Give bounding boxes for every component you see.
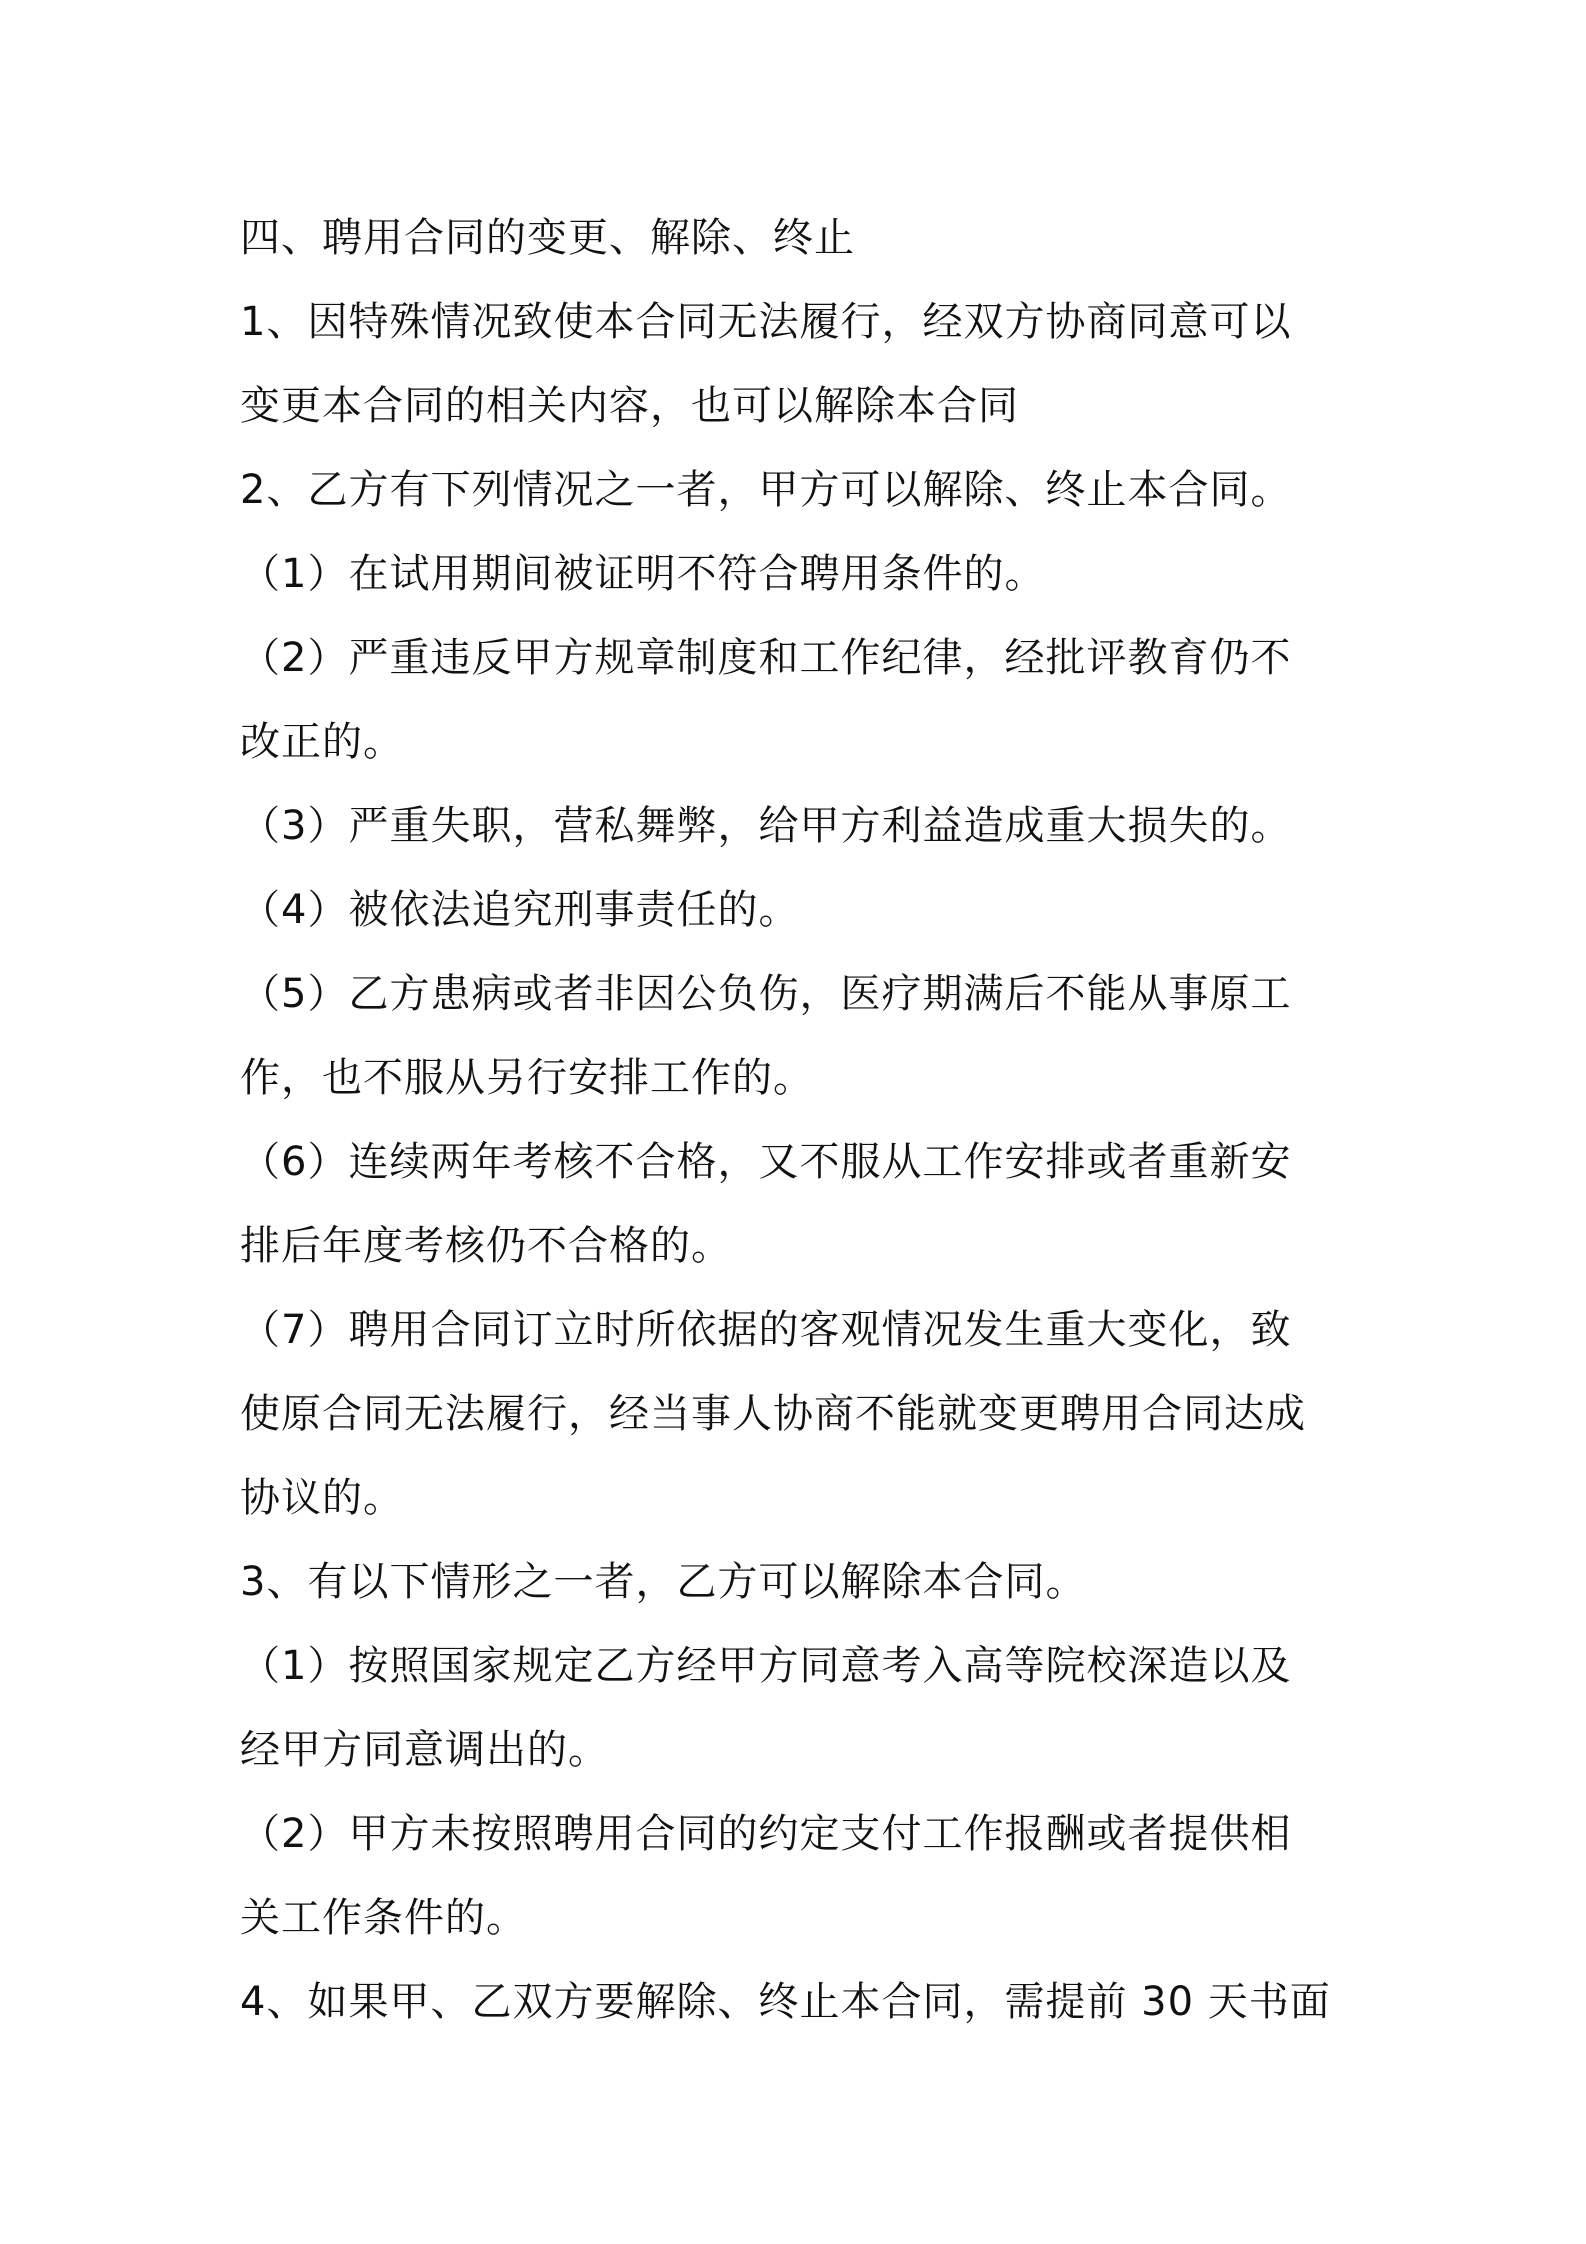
text-line: 3、有以下情形之一者，乙方可以解除本合同。 <box>240 1559 1087 1605</box>
text-line: （5）乙方患病或者非因公负伤，医疗期满后不能从事原工 <box>240 971 1292 1017</box>
text-line: 协议的。 <box>240 1475 404 1521</box>
text-line: （4）被依法追究刑事责任的。 <box>240 887 800 933</box>
text-line: 1、因特殊情况致使本合同无法履行，经双方协商同意可以 <box>240 299 1292 345</box>
text-line: （1）在试用期间被证明不符合聘用条件的。 <box>240 551 1046 597</box>
text-line: （7）聘用合同订立时所依据的客观情况发生重大变化，致 <box>240 1307 1292 1353</box>
text-line: 4、如果甲、乙双方要解除、终止本合同，需提前 30 天书面 <box>240 1979 1331 2025</box>
section-title: 四、聘用合同的变更、解除、终止 <box>240 215 855 261</box>
text-line: 改正的。 <box>240 719 404 765</box>
text-line: 经甲方同意调出的。 <box>240 1727 609 1773</box>
text-line: （2）严重违反甲方规章制度和工作纪律，经批评教育仍不 <box>240 635 1292 681</box>
text-line: 2、乙方有下列情况之一者，甲方可以解除、终止本合同。 <box>240 467 1292 513</box>
text-line: 关工作条件的。 <box>240 1895 527 1941</box>
text-line: 排后年度考核仍不合格的。 <box>240 1223 732 1269</box>
text-line: （3）严重失职，营私舞弊，给甲方利益造成重大损失的。 <box>240 803 1292 849</box>
document-body <box>240 196 1360 2044</box>
text-line: （1）按照国家规定乙方经甲方同意考入高等院校深造以及 <box>240 1643 1292 1689</box>
text-line: （2）甲方未按照聘用合同的约定支付工作报酬或者提供相 <box>240 1811 1292 1857</box>
text-line: 变更本合同的相关内容，也可以解除本合同 <box>240 383 1019 429</box>
text-line: （6）连续两年考核不合格，又不服从工作安排或者重新安 <box>240 1139 1292 1185</box>
text-line: 作，也不服从另行安排工作的。 <box>240 1055 814 1101</box>
text-line: 使原合同无法履行，经当事人协商不能就变更聘用合同达成 <box>240 1391 1306 1437</box>
